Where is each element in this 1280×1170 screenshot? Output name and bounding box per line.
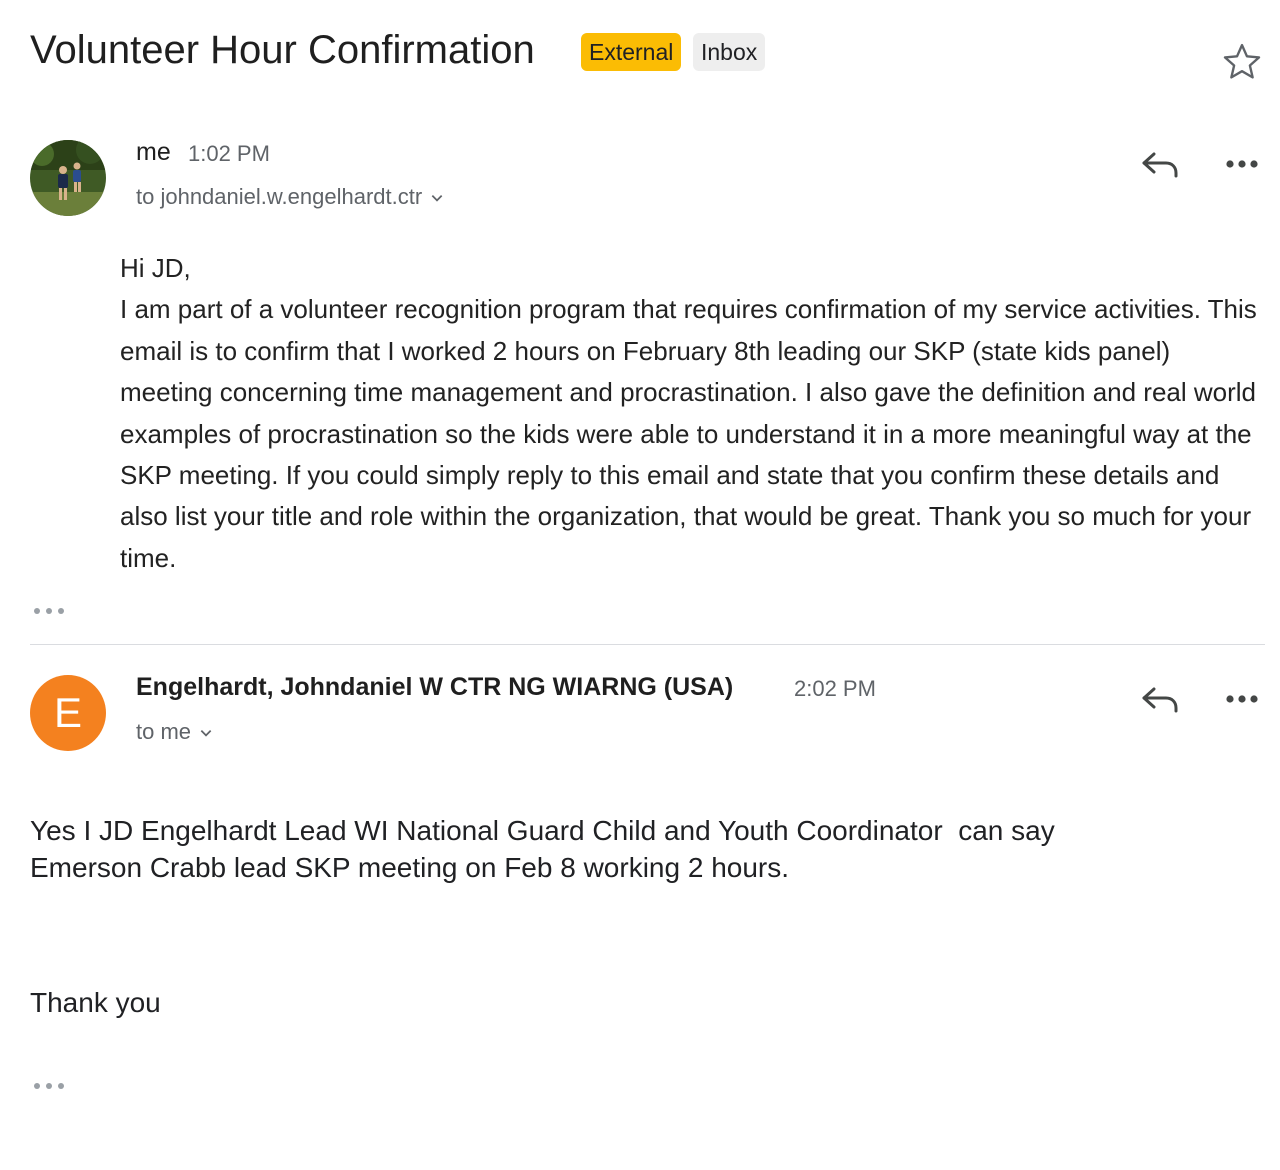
avatar-photo-image bbox=[30, 140, 106, 216]
message-time: 2:02 PM bbox=[794, 676, 876, 701]
star-button[interactable] bbox=[1220, 40, 1264, 84]
message-paragraph: I am part of a volunteer recognition program that requires confirmation of my service activities. This email is to confirm that I worked 2 hours on February 8th leading our SKP (state kids panel) meeting concerning time management and procrastination. I also gave the definition and real world examples of procrastination so the kids were able to understand it in a more meaningful way at the SKP meeting. If you could simply reply to this email and state that you confirm these details and also list your title and role within the organization, that would be great. Thank you so much for your time. bbox=[120, 294, 1257, 573]
more-horizontal-icon bbox=[1218, 140, 1266, 188]
chevron-down-icon bbox=[430, 191, 444, 205]
recipient-details-toggle[interactable] bbox=[136, 184, 444, 210]
label-inbox[interactable]: Inbox bbox=[693, 33, 765, 71]
message-greeting: Hi JD, bbox=[120, 253, 191, 283]
ellipsis-icon bbox=[30, 601, 70, 621]
message-body bbox=[120, 248, 1265, 579]
avatar-me[interactable] bbox=[30, 140, 106, 216]
message-line: Yes I JD Engelhardt Lead WI National Guard Child and Youth Coordinator can say bbox=[30, 815, 1055, 846]
sender-name: Engelhardt, Johndaniel W CTR NG WIARNG (USA) bbox=[136, 673, 734, 701]
ellipsis-icon bbox=[30, 1076, 70, 1096]
message-divider bbox=[30, 644, 1265, 645]
recipient-details-toggle[interactable] bbox=[136, 719, 213, 745]
recipient-text: to johndaniel.w.engelhardt.ctr bbox=[136, 184, 423, 209]
more-options-button[interactable] bbox=[1218, 140, 1266, 188]
show-trimmed-content-button[interactable] bbox=[30, 601, 70, 621]
label-external: External bbox=[581, 33, 681, 71]
reply-arrow-icon bbox=[1136, 675, 1184, 723]
message-line: Emerson Crabb lead SKP meeting on Feb 8 working 2 hours. bbox=[30, 852, 790, 883]
message-time: 1:02 PM bbox=[188, 141, 270, 166]
message-closing: Thank you bbox=[30, 987, 161, 1018]
message-body bbox=[30, 812, 1260, 1021]
chevron-down-icon bbox=[199, 726, 213, 740]
show-trimmed-content-button[interactable] bbox=[30, 1076, 70, 1096]
email-subject: Volunteer Hour Confirmation bbox=[30, 28, 535, 72]
avatar-sender[interactable]: E bbox=[30, 675, 106, 751]
star-outline-icon bbox=[1220, 40, 1264, 84]
reply-button[interactable] bbox=[1136, 675, 1184, 723]
more-horizontal-icon bbox=[1218, 675, 1266, 723]
more-options-button[interactable] bbox=[1218, 675, 1266, 723]
sender-name: me bbox=[136, 138, 171, 166]
reply-arrow-icon bbox=[1136, 140, 1184, 188]
recipient-text: to me bbox=[136, 719, 192, 744]
reply-button[interactable] bbox=[1136, 140, 1184, 188]
